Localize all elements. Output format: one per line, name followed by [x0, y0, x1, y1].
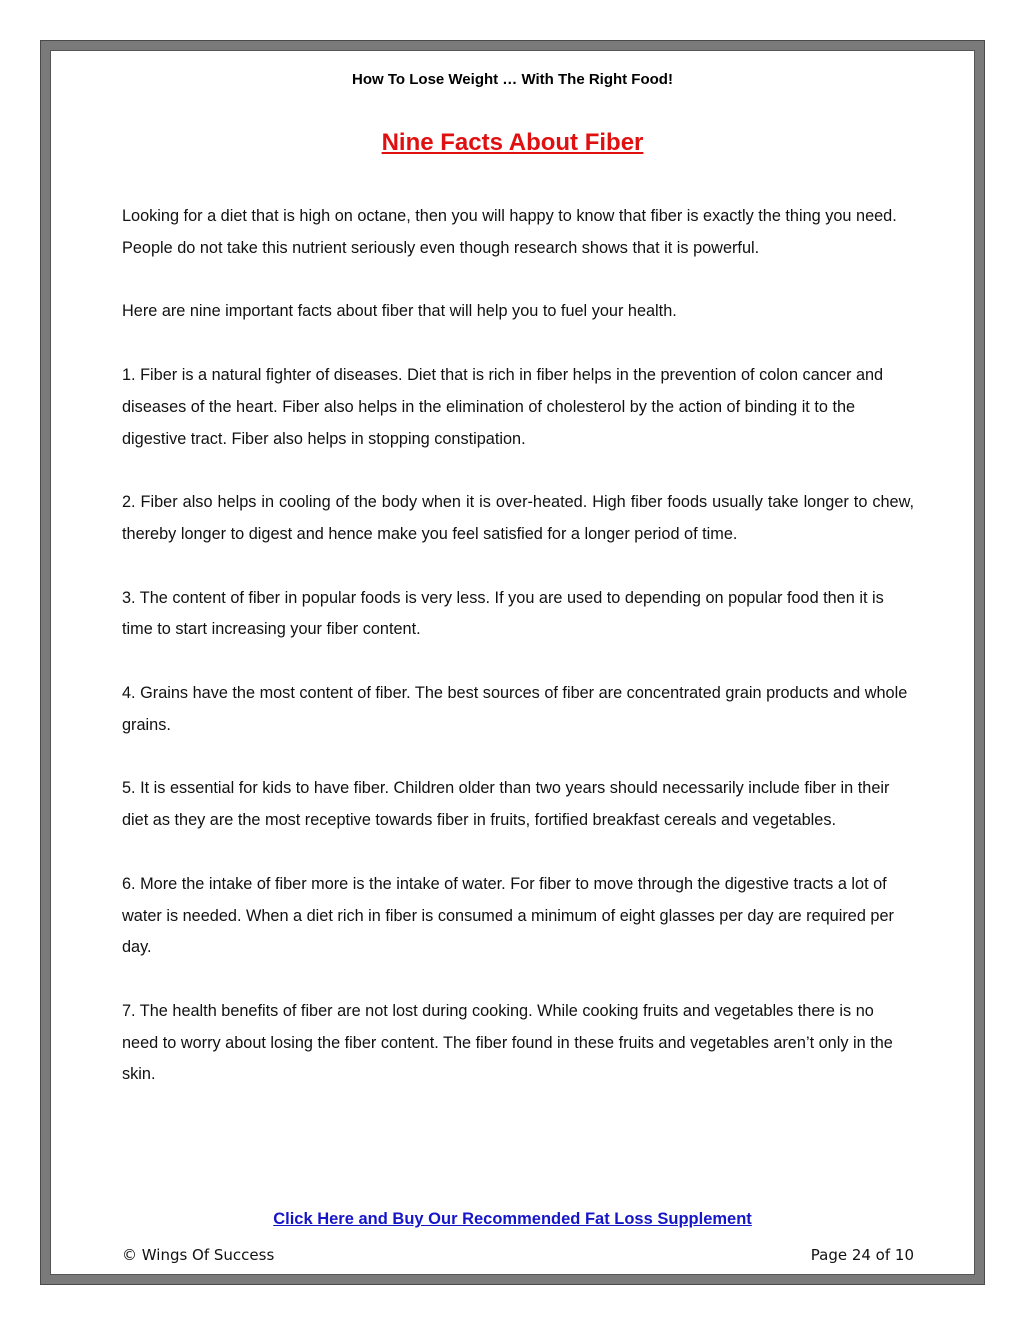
fact-6-paragraph: 6. More the intake of fiber more is the intake of water. For fiber to move through the digestive tracts a lot of water is needed. When a diet rich in fiber is consumed a minimum of eight glasses per day are required per day.	[122, 874, 894, 957]
lead-in-paragraph: Here are nine important facts about fiber that will help you to fuel your health.	[122, 302, 677, 321]
footer-page-number: Page 24 of 10	[810, 1246, 914, 1264]
running-header: How To Lose Weight … With The Right Food!	[352, 71, 673, 88]
fact-3-paragraph: 3. The content of fiber in popular foods is very less. If you are used to depending on popular food then it is time to start increasing your fiber content.	[122, 588, 884, 639]
page-title: Nine Facts About Fiber	[381, 129, 644, 156]
fact-4-paragraph: 4. Grains have the most content of fiber. The best sources of fiber are concentrated grain products and whole grains.	[122, 684, 908, 734]
fact-7-paragraph: 7. The health benefits of fiber are not lost during cooking. While cooking fruits and vegetables there is no need to worry about losing the fiber content. The fiber found in these fruits and vegetables aren’t only in the skin.	[122, 1001, 893, 1084]
footer-copyright: © Wings Of Success	[122, 1246, 275, 1264]
promo-link[interactable]: Click Here and Buy Our Recommended Fat Loss Supplement	[273, 1210, 752, 1228]
page-sheet	[50, 50, 975, 1275]
intro-paragraph: Looking for a diet that is high on octane, then you will happy to know that fiber is exactly the thing you need. People do not take this nutrient seriously even though research shows that it is powerful.	[122, 207, 897, 257]
fact-5-paragraph: 5. It is essential for kids to have fiber. Children older than two years should necessarily include fiber in their diet as they are the most receptive towards fiber in fruits, fortified breakfast cereals and vegetables.	[122, 779, 890, 830]
fact-2-paragraph: 2. Fiber also helps in cooling of the body when it is over-heated. High fiber foods usually take longer to chew, thereby longer to digest and hence make you feel satisfied for a longer period of time.	[122, 493, 914, 543]
article-body	[122, 201, 914, 1123]
fact-1-paragraph: 1. Fiber is a natural fighter of diseases. Diet that is rich in fiber helps in the prevention of colon cancer and diseases of the heart. Fiber also helps in the elimination of cholesterol by the action of binding it to the digestive tract. Fiber also helps in stopping constipation.	[122, 366, 884, 448]
page-border-frame	[40, 40, 985, 1285]
